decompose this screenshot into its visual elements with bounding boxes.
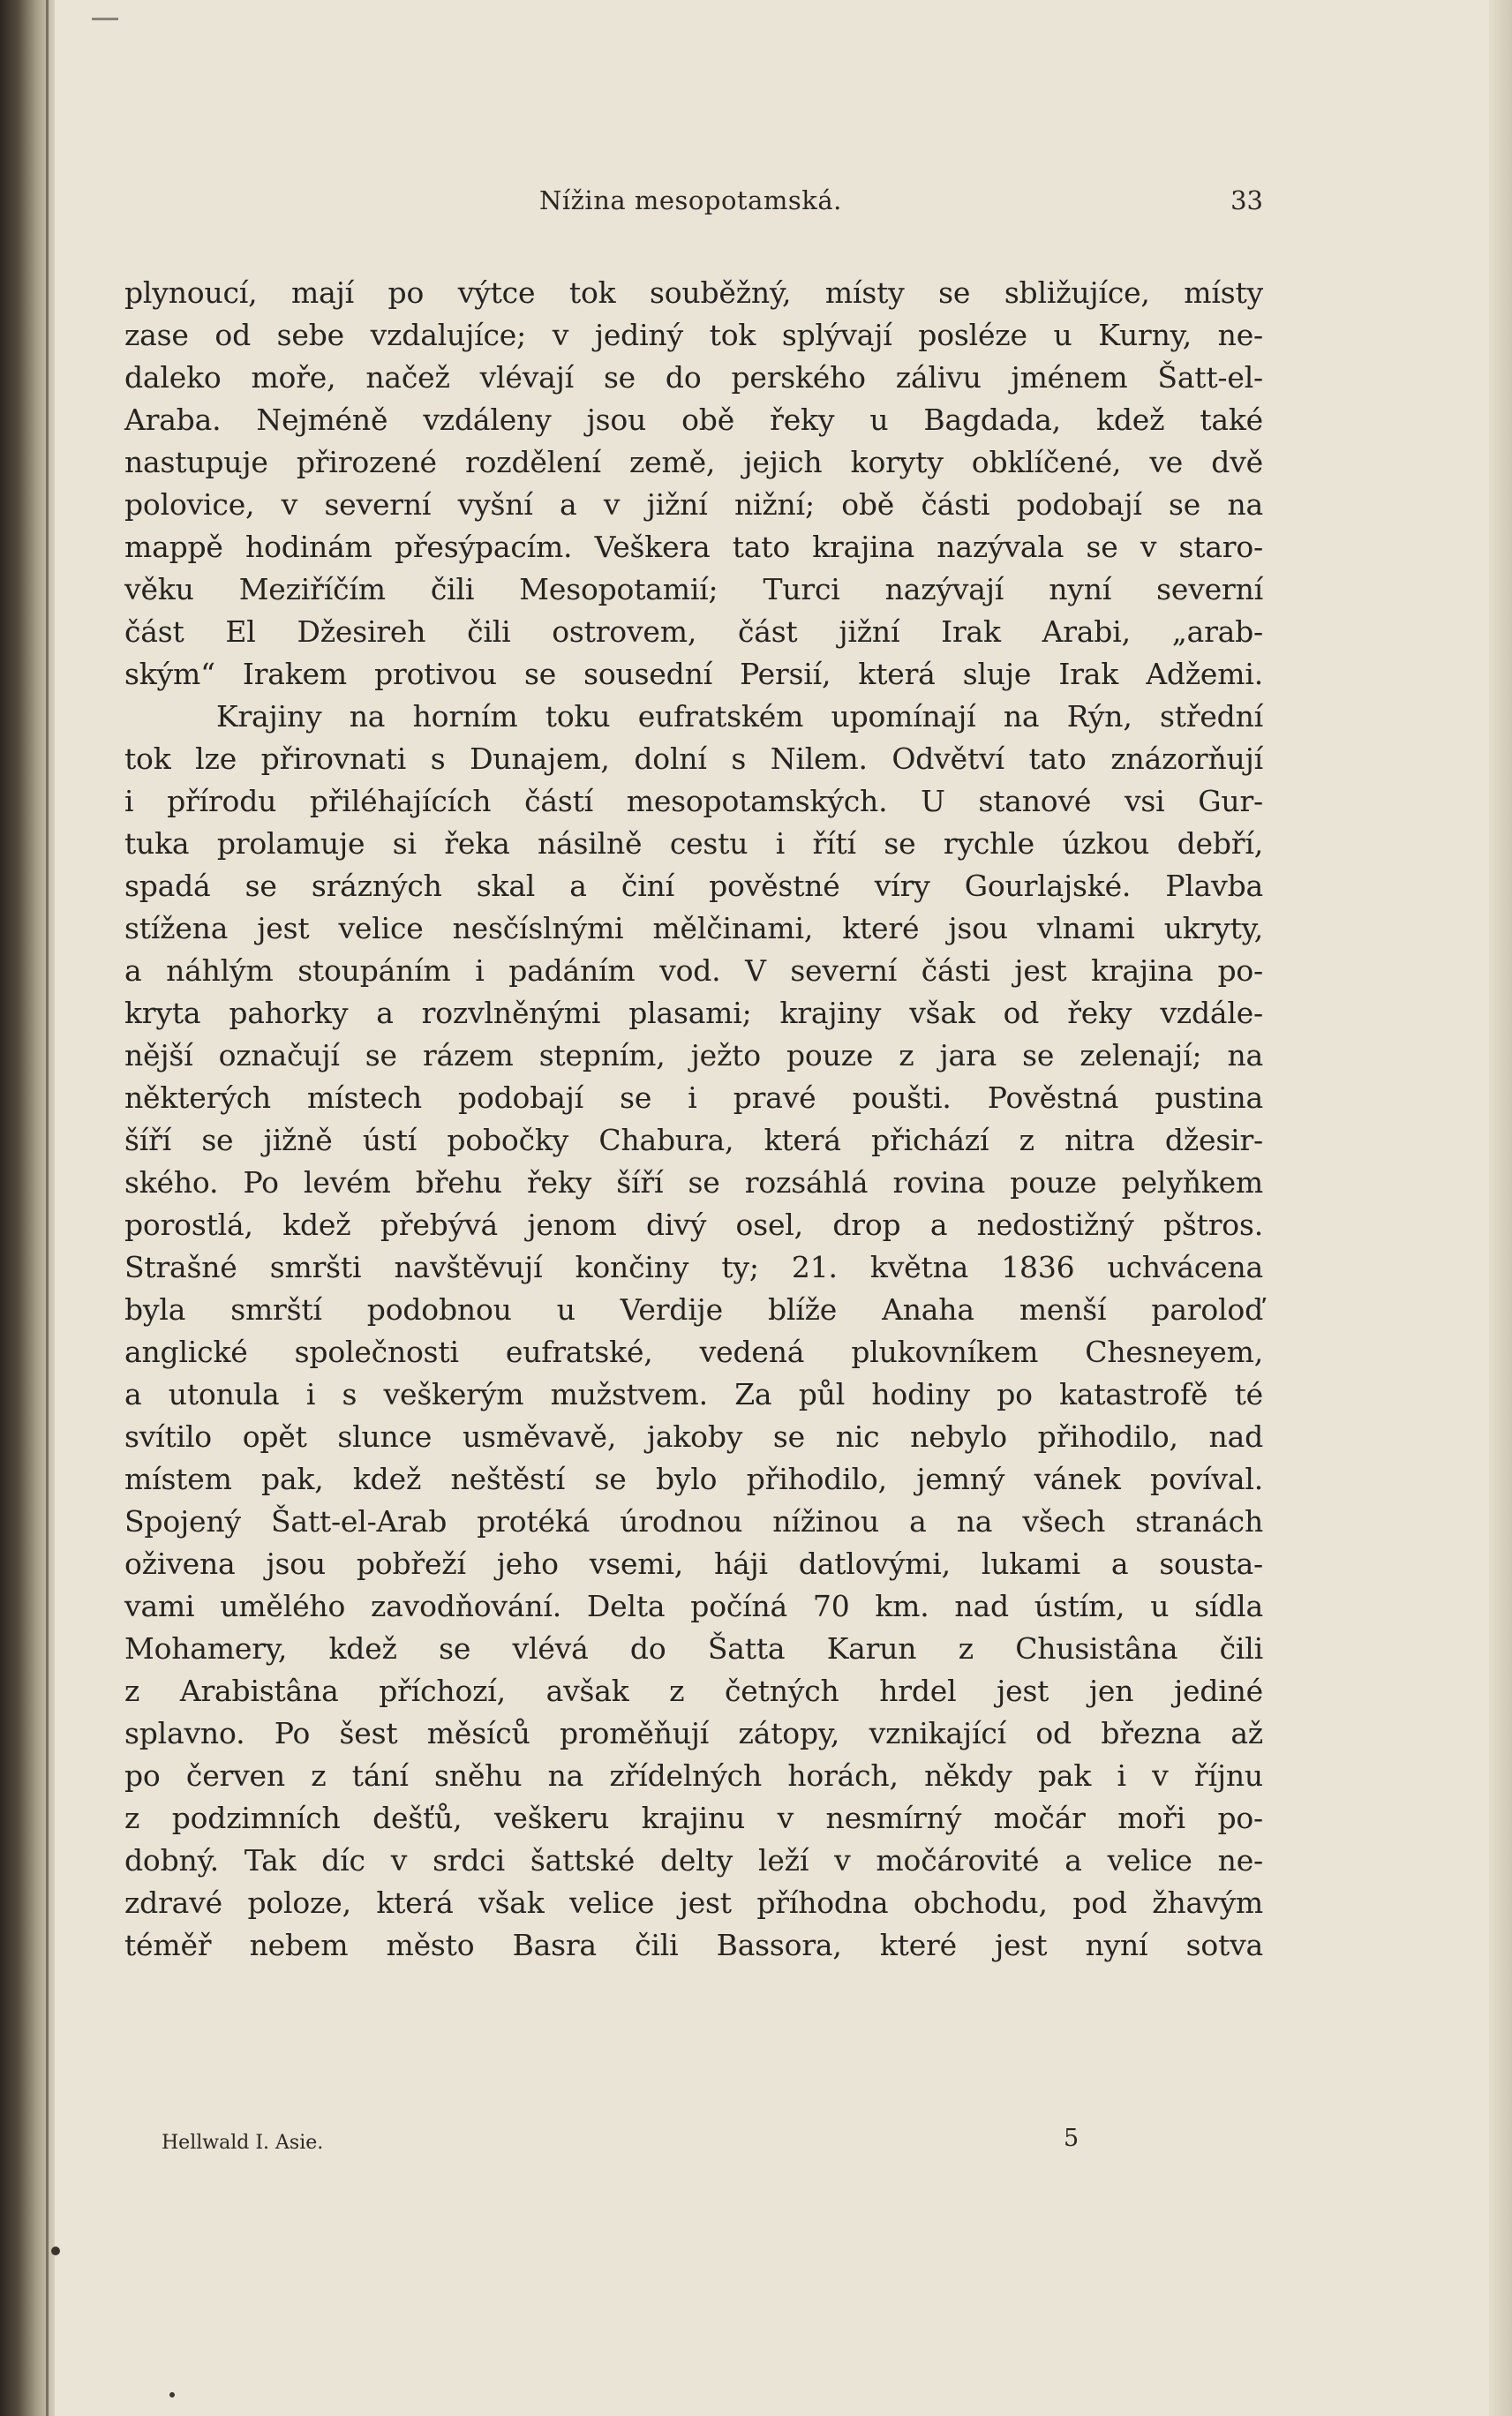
text-line: z Arabistâna příchozí, avšak z četných hrdel jest jen jediné xyxy=(124,1674,1263,1708)
text-line: i přírodu přiléhajících částí mesopotamských. U stanové vsi Gur- xyxy=(124,784,1263,818)
text-line: téměř nebem město Basra čili Bassora, které jest nyní sotva xyxy=(124,1928,1263,1962)
page-footer xyxy=(162,2125,1132,2160)
text-line: některých místech podobají se i pravé poušti. Pověstná pustina xyxy=(124,1080,1263,1115)
text-line: tuka prolamuje si řeka násilně cestu i řítí se rychle úzkou debří, xyxy=(124,826,1263,861)
text-line: spadá se srázných skal a činí pověstné víry Gourlajské. Plavba xyxy=(124,869,1263,903)
text-line: věku Meziříčím čili Mesopotamií; Turci nazývají nyní severní xyxy=(124,572,1263,606)
text-line: část El Džesireh čili ostrovem, část jižní Irak Arabi, „arab- xyxy=(124,614,1263,649)
sheet-number: 5 xyxy=(1064,2125,1079,2152)
text-line: z podzimních dešťů, veškeru krajinu v nesmírný močár moři po- xyxy=(124,1801,1263,1835)
text-line: zdravé poloze, která však velice jest příhodna obchodu, pod žhavým xyxy=(124,1885,1263,1920)
text-line: splavno. Po šest měsíců proměňují zátopy, vznikající od března až xyxy=(124,1716,1263,1750)
text-line: svítilo opět slunce usměvavě, jakoby se nic nebylo přihodilo, nad xyxy=(124,1419,1263,1454)
text-line: Mohamery, kdež se vlévá do Šatta Karun z Chusistâna čili xyxy=(124,1631,1263,1666)
text-line: místem pak, kdež neštěstí se bylo přihodilo, jemný vánek povíval. xyxy=(124,1462,1263,1496)
spine-line xyxy=(46,0,49,2416)
running-header xyxy=(124,185,1263,221)
running-title: Nížina mesopotamská. xyxy=(539,185,842,215)
text-line: ským“ Irakem protivou se sousední Persií, která sluje Irak Adžemi. xyxy=(124,657,1263,691)
text-line: Strašné smršti navštěvují končiny ty; 21. května 1836 uchvácena xyxy=(124,1250,1263,1284)
page-edge xyxy=(1489,0,1512,2416)
text-line: Araba. Nejméně vzdáleny jsou obě řeky u Bagdada, kdež také xyxy=(124,403,1263,437)
text-line: a utonula i s veškerým mužstvem. Za půl hodiny po katastrofě té xyxy=(124,1377,1263,1411)
text-line: polovice, v severní vyšní a v jižní nižní; obě části podobají se na xyxy=(124,487,1263,522)
text-line: nější označují se rázem stepním, ježto pouze z jara se zelenají; na xyxy=(124,1038,1263,1073)
text-line: anglické společnosti eufratské, vedená plukovníkem Chesneyem, xyxy=(124,1335,1263,1369)
text-line: vami umělého zavodňování. Delta počíná 70 km. nad ústím, u sídla xyxy=(124,1589,1263,1623)
text-line: Krajiny na horním toku eufratském upomínají na Rýn, střední xyxy=(216,699,1263,734)
ink-speck xyxy=(169,2392,175,2397)
ink-mark xyxy=(92,18,118,20)
body-text xyxy=(124,272,1263,1967)
text-line: oživena jsou pobřeží jeho vsemi, háji datlovými, lukami a sousta- xyxy=(124,1547,1263,1581)
text-line: zase od sebe vzdalujíce; v jediný tok splývají posléze u Kurny, ne- xyxy=(124,318,1263,352)
text-line: porostlá, kdež přebývá jenom divý osel, drop a nedostižný pštros. xyxy=(124,1208,1263,1242)
text-line: dobný. Tak díc v srdci šattské delty leží v močárovité a velice ne- xyxy=(124,1843,1263,1878)
text-line: Spojený Šatt-el-Arab protéká úrodnou nížinou a na všech stranách xyxy=(124,1504,1263,1539)
text-line: daleko moře, načež vlévají se do perského zálivu jménem Šatt-el- xyxy=(124,360,1263,395)
text-line: šíří se jižně ústí pobočky Chabura, která přichází z nitra džesir- xyxy=(124,1123,1263,1157)
text-line: a náhlým stoupáním i padáním vod. V severní části jest krajina po- xyxy=(124,953,1263,988)
printer-signature: Hellwald I. Asie. xyxy=(162,2132,324,2154)
text-line: kryta pahorky a rozvlněnými plasami; krajiny však od řeky vzdále- xyxy=(124,996,1263,1030)
text-line: nastupuje přirozené rozdělení země, jejich koryty obklíčené, ve dvě xyxy=(124,445,1263,479)
page-number: 33 xyxy=(1230,185,1263,215)
text-line: ského. Po levém břehu řeky šíří se rozsáhlá rovina pouze pelyňkem xyxy=(124,1165,1263,1200)
text-line: byla smrští podobnou u Verdije blíže Anaha menší paroloď xyxy=(124,1292,1263,1327)
text-line: tok lze přirovnati s Dunajem, dolní s Nilem. Odvětví tato znázorňují xyxy=(124,741,1263,776)
text-line: stížena jest velice nesčíslnými mělčinami, které jsou vlnami ukryty, xyxy=(124,911,1263,945)
text-line: po červen z tání sněhu na zřídelných horách, někdy pak i v říjnu xyxy=(124,1758,1263,1793)
text-line: mappě hodinám přesýpacím. Veškera tato krajina nazývala se v staro- xyxy=(124,530,1263,564)
ink-speck xyxy=(51,2247,60,2255)
text-line: plynoucí, mají po výtce tok souběžný, místy se sbližujíce, místy xyxy=(124,275,1263,310)
